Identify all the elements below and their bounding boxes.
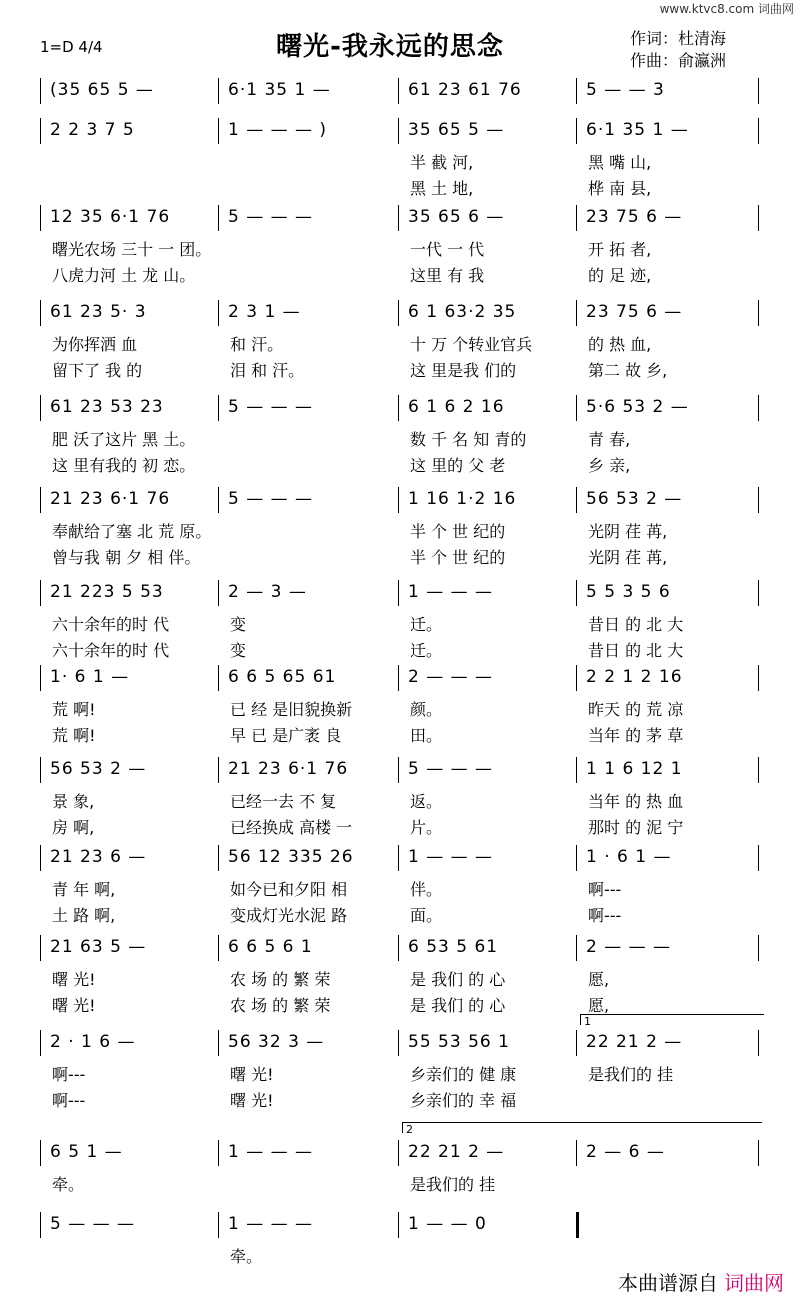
bar-line xyxy=(218,757,219,783)
lyric: 田。 xyxy=(410,726,443,745)
bar-line xyxy=(40,1140,41,1166)
lyric: 曙光农场 三十 一 团。 xyxy=(52,240,212,259)
notes-line xyxy=(0,78,800,102)
measure: 1 — — — xyxy=(228,1214,314,1234)
bar-line xyxy=(398,487,399,513)
lyric: 半 截 河, xyxy=(410,153,474,172)
lyric: 的 足 迹, xyxy=(588,266,652,285)
lyric: 青 年 啊, xyxy=(52,880,116,899)
lyric: 已经换成 高楼 一 xyxy=(230,818,353,837)
lyric: 的 热 血, xyxy=(588,335,652,354)
bar-line xyxy=(758,395,759,421)
footer-site: 词曲网 xyxy=(724,1271,784,1295)
lyric: 肥 沃了这片 黑 土。 xyxy=(52,430,196,449)
lyric: 是 我们 的 心 xyxy=(410,970,506,989)
bar-line xyxy=(218,935,219,961)
bar-line xyxy=(758,300,759,326)
lyric: 第二 故 乡, xyxy=(588,361,668,380)
lyric: 光阴 荏 苒, xyxy=(588,548,668,567)
lyric: 曾与我 朝 夕 相 伴。 xyxy=(52,548,201,567)
bar-line xyxy=(576,395,577,421)
measure: 6·1 35 1 — xyxy=(586,120,689,140)
lyrics-line xyxy=(0,332,800,354)
lyrics-line xyxy=(0,967,800,989)
measure: 1 — — — xyxy=(408,582,494,602)
measure: 1 — — — xyxy=(408,847,494,867)
lyric: 啊--- xyxy=(588,906,622,925)
volta-second-ending: 2 xyxy=(402,1122,762,1133)
bar-line xyxy=(758,205,759,231)
bar-line xyxy=(218,78,219,104)
notes-line xyxy=(0,935,800,959)
measure: 6 5 1 — xyxy=(50,1142,123,1162)
bar-line xyxy=(758,487,759,513)
lyric: 颜。 xyxy=(410,700,443,719)
lyric: 乡 亲, xyxy=(588,456,631,475)
bar-line xyxy=(398,580,399,606)
lyric: 一代 一 代 xyxy=(410,240,485,259)
bar-line xyxy=(576,78,577,104)
lyric: 昔日 的 北 大 xyxy=(588,641,684,660)
lyrics-line xyxy=(0,1172,800,1194)
lyric: 数 千 名 知 青的 xyxy=(410,430,527,449)
bar-line xyxy=(398,757,399,783)
notes-line xyxy=(0,665,800,689)
lyric: 牵。 xyxy=(230,1247,263,1266)
notes-line xyxy=(0,118,800,142)
bar-line xyxy=(40,118,41,144)
measure: 22 21 2 — xyxy=(408,1142,505,1162)
bar-line xyxy=(40,300,41,326)
footer-credit xyxy=(618,1267,784,1296)
measure: 61 23 5· 3 xyxy=(50,302,147,322)
lyric: 迁。 xyxy=(410,641,443,660)
notes-line xyxy=(0,1212,800,1236)
measure: 61 23 53 23 xyxy=(50,397,164,417)
notes-line xyxy=(0,300,800,324)
lyric: 啊--- xyxy=(52,1091,86,1110)
volta-first-ending: 1 xyxy=(580,1014,764,1025)
notes-line xyxy=(0,580,800,604)
lyric: 是我们的 挂 xyxy=(588,1065,674,1084)
lyric: 片。 xyxy=(410,818,443,837)
lyric: 十 万 个转业官兵 xyxy=(410,335,533,354)
bar-line xyxy=(758,665,759,691)
bar-line xyxy=(40,1212,41,1238)
bar-line xyxy=(40,205,41,231)
lyrics-line xyxy=(0,453,800,475)
bar-line xyxy=(576,300,577,326)
lyric: 八虎力河 土 龙 山。 xyxy=(52,266,196,285)
lyrics-line xyxy=(0,723,800,745)
measure: 5 — — — xyxy=(228,207,314,227)
bar-line xyxy=(576,1030,577,1056)
lyric: 这里 有 我 xyxy=(410,266,485,285)
measure: 6 1 63·2 35 xyxy=(408,302,517,322)
measure: (35 65 5 — xyxy=(50,80,154,100)
lyrics-line xyxy=(0,877,800,899)
bar-line xyxy=(576,757,577,783)
lyric: 返。 xyxy=(410,792,443,811)
measure: 56 53 2 — xyxy=(50,759,147,779)
measure: 5 — — — xyxy=(228,397,314,417)
lyric: 昨天 的 荒 凉 xyxy=(588,700,684,719)
measure: 6 6 5 6 1 xyxy=(228,937,313,957)
lyric: 乡亲们的 健 康 xyxy=(410,1065,517,1084)
lyric: 黑 嘴 山, xyxy=(588,153,652,172)
lyric: 农 场 的 繁 荣 xyxy=(230,996,331,1015)
bar-line xyxy=(40,665,41,691)
measure: 61 23 61 76 xyxy=(408,80,522,100)
measure: 21 63 5 — xyxy=(50,937,147,957)
notes-line xyxy=(0,1030,800,1054)
lyric: 是 我们 的 心 xyxy=(410,996,506,1015)
notes-line xyxy=(0,205,800,229)
bar-line xyxy=(40,580,41,606)
bar-line xyxy=(576,118,577,144)
lyric: 奉献给了塞 北 荒 原。 xyxy=(52,522,212,541)
lyrics-line xyxy=(0,993,800,1015)
notes-line xyxy=(0,1140,800,1164)
measure: 5 — — — xyxy=(50,1214,136,1234)
lyric: 为你挥洒 血 xyxy=(52,335,138,354)
lyric: 留下了 我 的 xyxy=(52,361,143,380)
measure: 6 53 5 61 xyxy=(408,937,499,957)
bar-line xyxy=(40,487,41,513)
lyrics-line xyxy=(0,176,800,198)
measure: 21 23 6 — xyxy=(50,847,147,867)
measure: 2 — — — xyxy=(408,667,494,687)
lyrics-line xyxy=(0,427,800,449)
lyrics-line xyxy=(0,263,800,285)
measure: 1 · 6 1 — xyxy=(586,847,672,867)
lyric: 已经一去 不 复 xyxy=(230,792,337,811)
lyrics-line xyxy=(0,1062,800,1084)
lyric: 是我们的 挂 xyxy=(410,1175,496,1194)
measure: 2 — — — xyxy=(586,937,672,957)
bar-line xyxy=(576,935,577,961)
bar-line xyxy=(758,845,759,871)
bar-line xyxy=(398,300,399,326)
bar-line xyxy=(40,78,41,104)
lyric: 曙 光! xyxy=(230,1065,274,1084)
lyrics-line xyxy=(0,697,800,719)
lyric: 半 个 世 纪的 xyxy=(410,522,506,541)
measure: 35 65 5 — xyxy=(408,120,505,140)
bar-line xyxy=(40,845,41,871)
lyrics-line xyxy=(0,545,800,567)
measure: 55 53 56 1 xyxy=(408,1032,510,1052)
measure: 2 2 1 2 16 xyxy=(586,667,683,687)
lyric: 青 春, xyxy=(588,430,631,449)
lyrics-line xyxy=(0,1088,800,1110)
bar-line xyxy=(40,1030,41,1056)
lyric: 半 个 世 纪的 xyxy=(410,548,506,567)
lyric: 昔日 的 北 大 xyxy=(588,615,684,634)
lyric: 已 经 是旧貌换新 xyxy=(230,700,353,719)
notes-line xyxy=(0,395,800,419)
measure: 5 — — — xyxy=(228,489,314,509)
lyrics-line xyxy=(0,519,800,541)
measure: 2 2 3 7 5 xyxy=(50,120,135,140)
bar-line xyxy=(398,935,399,961)
measure: 2 — 6 — xyxy=(586,1142,665,1162)
lyric: 这 里的 父 老 xyxy=(410,456,506,475)
measure: 56 53 2 — xyxy=(586,489,683,509)
lyric: 面。 xyxy=(410,906,443,925)
lyric: 变 xyxy=(230,615,247,634)
composer-credit: 作曲：俞瀛洲 xyxy=(630,51,727,70)
key-signature: 1=D 4/4 xyxy=(40,38,103,56)
lyric: 曙 光! xyxy=(52,970,96,989)
lyric: 迁。 xyxy=(410,615,443,634)
lyric: 土 路 啊, xyxy=(52,906,116,925)
lyric: 早 已 是广袤 良 xyxy=(230,726,342,745)
song-title: 曙光-我永远的思念 xyxy=(276,32,504,62)
bar-line xyxy=(758,580,759,606)
lyric: 泪 和 汗。 xyxy=(230,361,305,380)
bar-line xyxy=(576,487,577,513)
lyric: 光阴 荏 苒, xyxy=(588,522,668,541)
lyric: 当年 的 热 血 xyxy=(588,792,684,811)
lyric: 乡亲们的 幸 福 xyxy=(410,1091,517,1110)
lyric: 伴。 xyxy=(410,880,443,899)
bar-line xyxy=(398,78,399,104)
lyric: 黑 土 地, xyxy=(410,179,474,198)
lyric: 愿, xyxy=(588,970,610,989)
lyric: 那时 的 泥 宁 xyxy=(588,818,684,837)
measure: 1 16 1·2 16 xyxy=(408,489,517,509)
measure: 21 223 5 53 xyxy=(50,582,164,602)
bar-line xyxy=(398,1140,399,1166)
measure: 23 75 6 — xyxy=(586,302,683,322)
measure: 1· 6 1 — xyxy=(50,667,130,687)
measure: 5 — — — xyxy=(408,759,494,779)
bar-line xyxy=(218,118,219,144)
measure: 5·6 53 2 — xyxy=(586,397,689,417)
lyric: 房 啊, xyxy=(52,818,95,837)
lyrics-line xyxy=(0,815,800,837)
bar-line xyxy=(218,300,219,326)
bar-line xyxy=(218,395,219,421)
bar-line xyxy=(398,118,399,144)
bar-line xyxy=(398,665,399,691)
lyrics-line xyxy=(0,237,800,259)
lyrics-line xyxy=(0,150,800,172)
bar-line xyxy=(576,1140,577,1166)
bar-line xyxy=(40,395,41,421)
bar-line xyxy=(40,935,41,961)
lyric: 农 场 的 繁 荣 xyxy=(230,970,331,989)
lyricist-credit: 作词：杜清海 xyxy=(630,29,727,48)
bar-line xyxy=(218,1140,219,1166)
measure: 22 21 2 — xyxy=(586,1032,683,1052)
lyric: 开 拓 者, xyxy=(588,240,652,259)
bar-line xyxy=(218,487,219,513)
bar-line xyxy=(576,1212,579,1238)
bar-line xyxy=(758,935,759,961)
lyrics-line xyxy=(0,789,800,811)
bar-line xyxy=(758,1030,759,1056)
measure: 6·1 35 1 — xyxy=(228,80,331,100)
bar-line xyxy=(40,757,41,783)
bar-line xyxy=(576,580,577,606)
lyric: 荒 啊! xyxy=(52,726,96,745)
lyric: 牵。 xyxy=(52,1175,85,1194)
lyric: 如今已和夕阳 相 xyxy=(230,880,348,899)
lyric: 六十余年的时 代 xyxy=(52,641,170,660)
lyrics-line xyxy=(0,1244,800,1266)
notes-line xyxy=(0,487,800,511)
bar-line xyxy=(576,205,577,231)
bar-line xyxy=(218,205,219,231)
footer-source: 本曲谱源自 xyxy=(618,1271,718,1295)
lyric: 变 xyxy=(230,641,247,660)
bar-line xyxy=(758,757,759,783)
lyric: 和 汗。 xyxy=(230,335,284,354)
measure: 21 23 6·1 76 xyxy=(50,489,171,509)
lyric: 荒 啊! xyxy=(52,700,96,719)
bar-line xyxy=(398,205,399,231)
lyric: 曙 光! xyxy=(230,1091,274,1110)
measure: 5 — — 3 xyxy=(586,80,665,100)
measure: 12 35 6·1 76 xyxy=(50,207,171,227)
measure: 21 23 6·1 76 xyxy=(228,759,349,779)
measure: 6 6 5 65 61 xyxy=(228,667,337,687)
bar-line xyxy=(576,665,577,691)
notes-line xyxy=(0,845,800,869)
bar-line xyxy=(398,845,399,871)
lyric: 愿, xyxy=(588,996,610,1015)
lyric: 当年 的 茅 草 xyxy=(588,726,684,745)
bar-line xyxy=(398,395,399,421)
lyric: 桦 南 县, xyxy=(588,179,652,198)
lyrics-line xyxy=(0,358,800,380)
bar-line xyxy=(398,1030,399,1056)
bar-line xyxy=(218,1212,219,1238)
lyrics-line xyxy=(0,903,800,925)
measure: 1 — — 0 xyxy=(408,1214,487,1234)
measure: 5 5 3 5 6 xyxy=(586,582,671,602)
lyric: 六十余年的时 代 xyxy=(52,615,170,634)
lyrics-line xyxy=(0,612,800,634)
bar-line xyxy=(758,78,759,104)
bar-line xyxy=(218,1030,219,1056)
bar-line xyxy=(758,118,759,144)
lyrics-line xyxy=(0,638,800,660)
measure: 35 65 6 — xyxy=(408,207,505,227)
lyric: 啊--- xyxy=(588,880,622,899)
measure: 56 32 3 — xyxy=(228,1032,325,1052)
measure: 2 3 1 — xyxy=(228,302,301,322)
bar-line xyxy=(218,845,219,871)
bar-line xyxy=(218,580,219,606)
lyric: 啊--- xyxy=(52,1065,86,1084)
measure: 6 1 6 2 16 xyxy=(408,397,505,417)
measure: 2 · 1 6 — xyxy=(50,1032,136,1052)
bar-line xyxy=(398,1212,399,1238)
measure: 1 1 6 12 1 xyxy=(586,759,683,779)
lyric: 曙 光! xyxy=(52,996,96,1015)
measure: 2 — 3 — xyxy=(228,582,307,602)
measure: 1 — — — xyxy=(228,1142,314,1162)
bar-line xyxy=(218,665,219,691)
notes-line xyxy=(0,757,800,781)
lyric: 变成灯光水泥 路 xyxy=(230,906,348,925)
measure: 23 75 6 — xyxy=(586,207,683,227)
lyric: 这 里有我的 初 恋。 xyxy=(52,456,196,475)
lyric: 这 里是我 们的 xyxy=(410,361,517,380)
lyric: 景 象, xyxy=(52,792,95,811)
measure: 56 12 335 26 xyxy=(228,847,354,867)
watermark: www.ktvc8.com 词曲网 xyxy=(659,2,794,16)
measure: 1 — — — ) xyxy=(228,120,328,140)
bar-line xyxy=(576,845,577,871)
bar-line xyxy=(758,1140,759,1166)
